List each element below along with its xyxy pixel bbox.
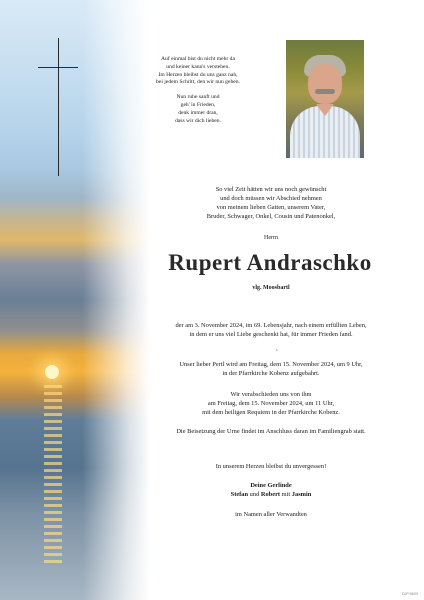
signature bbox=[118, 481, 424, 499]
signature-name: Jasmin bbox=[291, 491, 312, 498]
death-notice-line: in dem er uns viel Liebe geschenkt hat, für immer Frieden fand. bbox=[189, 331, 353, 338]
poem-line: Im Herzen bleibst du uns ganz nah, bbox=[158, 71, 238, 78]
poem-stanza-1 bbox=[118, 56, 278, 87]
signature-conjunction: mit bbox=[281, 491, 291, 498]
burial-notice: Die Beisetzung der Urne findet im Anschluss daran im Familiengrab statt. bbox=[176, 428, 366, 435]
viewing-line: Unser lieber Pertl wird am Freitag, dem 15. November 2024, um 9 Uhr, bbox=[179, 361, 363, 368]
poem-line: bei jedem Schritt, den wir nun gehen. bbox=[156, 79, 240, 86]
intro-line: Bruder, Schwager, Onkel, Cousin und Patenonkel, bbox=[206, 213, 336, 220]
salutation: Herrn bbox=[264, 235, 278, 241]
vulgo-name: vlg. Moosbartl bbox=[252, 285, 290, 291]
poem bbox=[118, 56, 278, 132]
portrait-face bbox=[308, 64, 342, 104]
intro-text bbox=[118, 185, 424, 221]
death-notice bbox=[118, 321, 424, 339]
signature-line-1: Deine Gerlinde bbox=[250, 482, 292, 489]
viewing-line: in der Pfarrkirche Kobenz aufgebahrt. bbox=[222, 370, 320, 377]
relatives-line: im Namen aller Verwandten bbox=[235, 511, 307, 518]
intro-line: So viel Zeit hätten wir uns noch gewünscht bbox=[215, 186, 327, 193]
cross-icon-horizontal bbox=[38, 67, 78, 68]
poem-line: denk immer dran, bbox=[178, 109, 218, 116]
poem-line: geh' in Frieden, bbox=[180, 101, 216, 108]
death-notice-line: der am 3. November 2024, im 69. Lebensjahr, nach einem erfüllten Leben, bbox=[175, 322, 367, 329]
signature-conjunction: und bbox=[249, 491, 260, 498]
farewell-notice bbox=[118, 390, 424, 417]
intro-line: und doch müssen wir Abschied nehmen bbox=[220, 195, 322, 202]
remembrance-line: In unserem Herzen bleibst du unvergessen! bbox=[215, 463, 327, 470]
poem-line: Nun ruhe sanft und bbox=[176, 94, 220, 101]
small-mark: s bbox=[276, 347, 278, 352]
intro-line: von meinem lieben Gatten, unserem Vater, bbox=[216, 204, 326, 211]
farewell-line: am Freitag, dem 15. November 2024, um 11 Uhr, bbox=[207, 400, 335, 407]
signature-name: Stefan bbox=[230, 491, 249, 498]
poem-stanza-2 bbox=[118, 94, 278, 125]
farewell-line: mit dem heiligen Requiem in der Pfarrkirche Kobenz. bbox=[202, 409, 340, 416]
poem-line: dass wir dich lieben. bbox=[175, 117, 221, 124]
viewing-notice bbox=[118, 360, 424, 378]
cross-icon-vertical bbox=[58, 38, 59, 176]
poem-line: Auf einmal bist du nicht mehr da bbox=[161, 56, 235, 62]
signature-name: Robert bbox=[260, 491, 281, 498]
deceased-name: Rupert Andraschko bbox=[168, 250, 372, 275]
corner-code: DJP 96/09 bbox=[402, 592, 418, 596]
farewell-line: Wir verabschieden uns von ihm bbox=[230, 391, 312, 398]
portrait-moustache bbox=[315, 89, 335, 94]
poem-line: und keiner kann's verstehen. bbox=[166, 63, 230, 70]
portrait-photo bbox=[286, 40, 364, 158]
